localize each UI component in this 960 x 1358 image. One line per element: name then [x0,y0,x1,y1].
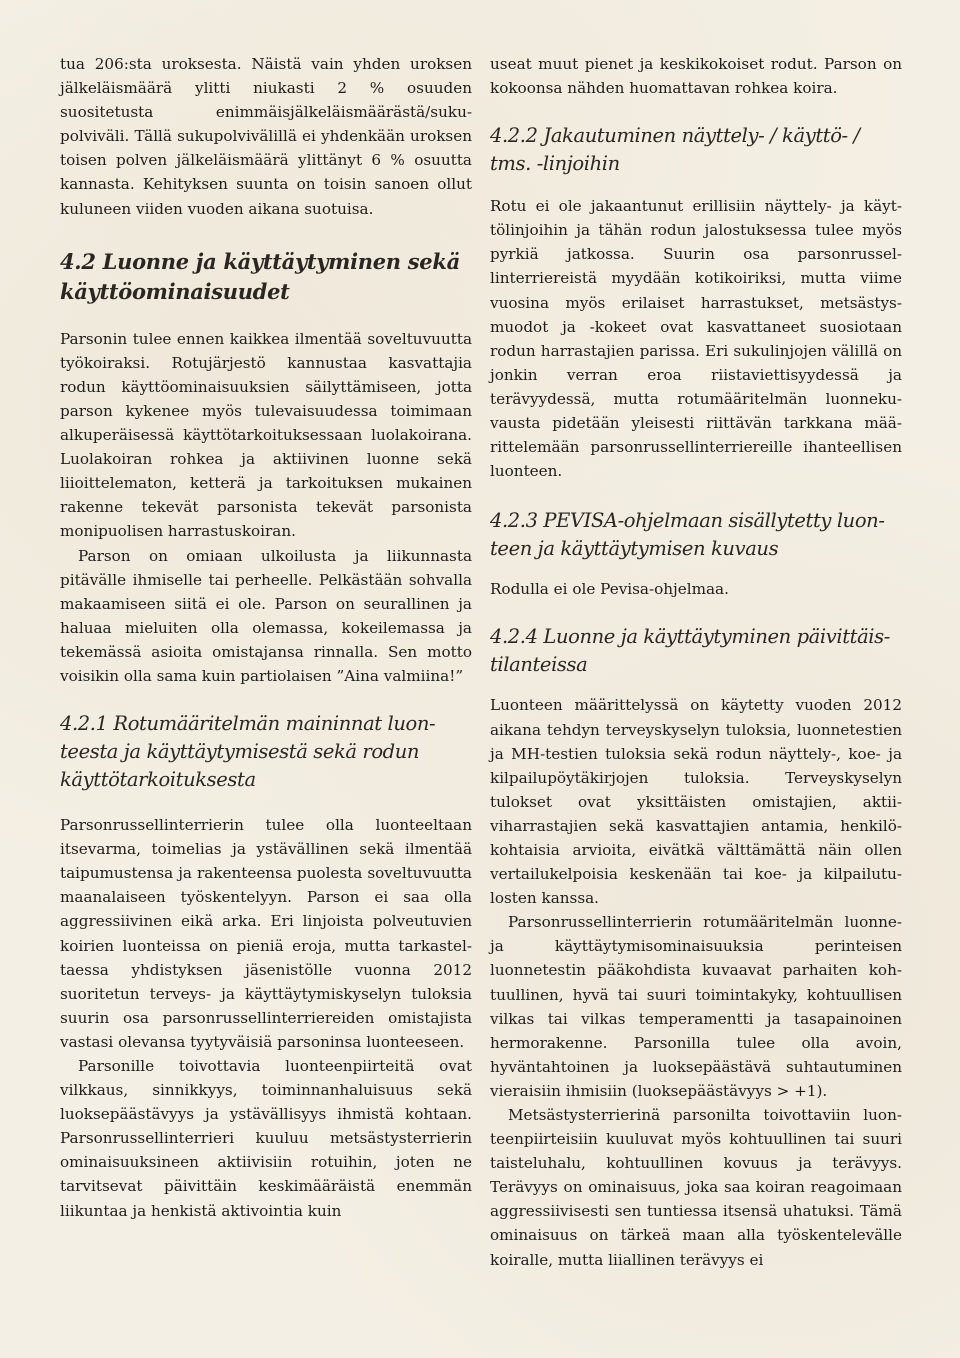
left-column [60,52,472,1223]
paragraph: Metsästysterrierinä parsonilta toivottaviin luonteenpiirteisiin kuuluvat myös kohtuullinen tai suuri taisteluhalu, kohtuullinen kovuus ja terävyys. Terävyys on ominaisuus, joka saa koiran reagoimaan aggressiivisesti sen tuntiessa itsensä uhatuksi. Tämä ominaisuus on tärkeä maan alla työskentelevälle koiralle, mutta liiallinen terävyys ei [490,1106,902,1269]
paragraph: Parsonille toivottavia luonteenpiirteitä ovat vilkkaus, sinnikkyys, toiminnanhaluisuus sekä luoksepäästävyys ja ystävällisyys ihmistä kohtaan. Parsonrussellinterrieri kuuluu metsästysterrierin ominaisuuksineen aktiivisiin rotuihin, joten ne tarvitsevat päivittäin keskimääräistä enemmän liikuntaa ja henkistä aktivointia kuin [60,1057,472,1220]
paragraph: Parsonin tulee ennen kaikkea ilmentää soveltuvuutta työkoiraksi. Rotujärjestö kannustaa kasvattajia rodun käyttöominaisuuksien säilyttämiseen, jotta parson kykenee myös tulevaisuudessa toimimaan alkuperäisessä käyttötarkoituksessaan luolakoirana. Luolakoiran rohkea ja aktiivinen luonne sekä liioittelematon, ketterä ja tarkoituksen mukainen rakenne tekevät parsonista tekevät parsonista monipuolisen harrastuskoiran. [60,329,472,541]
paragraph: useat muut pienet ja keskikokoiset rodut. Parson on kokoonsa nähden huomattavan rohkea koira. [490,55,902,98]
section-heading-4-2: 4.2 Luonne ja käyttäytyminen sekä käyttöominaisuudet [60,248,460,304]
paragraph: Parsonrussellinterrierin tulee olla luonteeltaan itsevarma, toimelias ja ystävällinen sekä ilmentää taipumustensa ja rakenteensa puolesta soveltuvuutta maanalaiseen työskentelyyn. Parson ei saa olla aggressiivinen eikä arka. Eri linjoista polveutuvien koirien luonteissa on pieniä eroja, mutta tarkasteltaessa yhdistyksen jäsenistölle vuonna 2012 suoritetun terveys- ja käyttäytymiskyselyn tuloksia suurin osa parsonrussellinterriereiden omistajista vastasi olevansa tyytyväisiä parsoninsa luonteeseen. [60,816,472,1051]
paragraph: Rotu ei ole jakaantunut erillisiin näyttely- ja käyttölinjoihin ja tähän rodun jalostuksessa tulee myös pyrkiä jatkossa. Suurin osa parsonrussellinterriereistä myydään kotikoiriksi, mutta viime vuosina myös erilaiset harrastukset, metsästysmuodot ja -kokeet ovat kasvattaneet suosiotaan rodun harrastajien parissa. Eri sukulinjojen välillä on jonkin verran eroa riistaviettisyydessä ja terävyydessä, mutta rotumääritelmän luonnekuvausta pidetään yleisesti riittävän tarkkana määrittelemään parsonrussellinterriereille ihanteellisen luonteen. [490,197,902,481]
section-heading-4-2-3: 4.2.3 PEVISA-ohjelmaan sisällytetty luonteen ja käyttäytymisen kuvaus [490,509,885,561]
right-column [490,52,902,1272]
paragraph: tua 206:sta uroksesta. Näistä vain yhden uroksen jälkeläismäärä ylitti niukasti 2 % osuuden suositetusta enimmäisjälkeläismäärästä/sukupolviväli. Tällä sukupolvivälillä ei yhdenkään uroksen toisen polven jälkeläismäärä ylittänyt 6 % osuutta kannasta. Kehityksen suunta on toisin sanoen ollut kuluneen viiden vuoden aikana suotuisa. [60,55,472,218]
section-heading-4-2-1: 4.2.1 Rotumääritelmän maininnat luonteesta ja käyttäytymisestä sekä rodun käyttötarkoituksesta [60,712,436,792]
section-heading-4-2-4: 4.2.4 Luonne ja käyttäytyminen päivittäistilanteissa [490,625,891,677]
paragraph: Parsonrussellinterrierin rotumääritelmän luonne- ja käyttäytymisominaisuuksia perinteisen luonnetestin pääkohdista kuvaavat parhaiten kohtuullinen, hyvä tai suuri toimintakyky, kohtuullisen vilkas tai vilkas temperamentti ja tasapainoinen hermorakenne. Parsonilla tulee olla avoin, hyväntahtoinen ja luoksepäästävä suhtautuminen vieraisiin ihmisiin (luoksepäästävyys > +1). [490,913,902,1100]
paragraph: Parson on omiaan ulkoilusta ja liikunnasta pitävälle ihmiselle tai perheelle. Pelkästään sohvalla makaamiseen siitä ei ole. Parson on seurallinen ja haluaa mieluiten olla olemassa, kokeilemassa ja tekemässä asioita omistajansa rinnalla. Sen motto voisikin olla sama kuin partiolaisen ”Aina valmiina!” [60,546,472,685]
section-heading-4-2-2: 4.2.2 Jakautuminen näyttely- / käyttö- / tms. -linjoihin [490,124,860,176]
paragraph: Rodulla ei ole Pevisa-ohjelmaa. [490,580,729,599]
paragraph: Luonteen määrittelyssä on käytetty vuoden 2012 aikana tehdyn terveyskyselyn tuloksia, luonnetestien ja MH-testien tuloksia sekä rodun näyttely-, koe- ja kilpailupöytäkirjojen tuloksia. Terveyskyselyn tulokset ovat yksittäisten omistajien, aktiiviharrastajien sekä kasvattajien antamia, henkilökohtaisia arvioita, eivätkä välttämättä näin ollen vertailukelpoisia keskenään tai koe- ja kilpailutulosten kanssa. [490,696,902,908]
